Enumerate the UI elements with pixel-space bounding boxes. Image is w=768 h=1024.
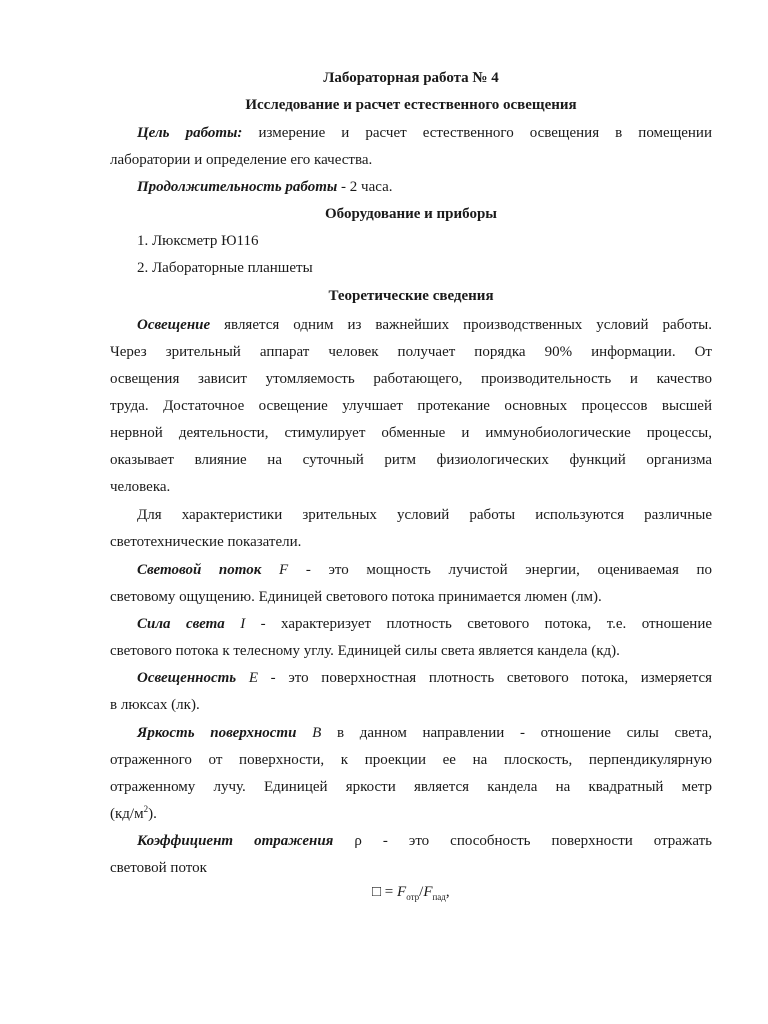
brightness-unit-tail: ).: [148, 806, 157, 822]
intensity-term: Сила света: [137, 616, 225, 632]
lighting-line-6: оказывает влияние на суточный ритм физиологических функций организма: [110, 452, 712, 468]
goal-text-1: измерение и расчет естественного освещения в помещении: [258, 125, 712, 141]
lighting-line-5: нервной деятельности, стимулирует обменные и иммунобиологические процессы,: [110, 425, 712, 441]
reflection-formula: [372, 884, 450, 901]
illuminance-text-1: - это поверхностная плотность светового потока, измеряется: [270, 670, 712, 686]
formula-lhs: □ =: [372, 884, 398, 900]
flux-symbol: F: [279, 562, 289, 578]
duration-line: [110, 174, 712, 201]
brightness-term: Яркость поверхности: [137, 725, 297, 741]
intensity-symbol: I: [240, 616, 246, 632]
lighting-line-4: труда. Достаточное освещение улучшает протекание основных процессов высшей: [110, 398, 712, 414]
brightness-text-1: в данном направлении - отношение силы света,: [337, 725, 713, 741]
duration-label: Продолжительность работы: [137, 179, 338, 195]
formula-denominator: F: [423, 884, 433, 900]
reflection-symbol: ρ: [354, 833, 362, 849]
indicators-line-2: светотехнические показатели.: [110, 534, 302, 550]
intensity-line-1: [110, 611, 712, 638]
lighting-text-1: является одним из важнейших производственных условий работы.: [224, 317, 713, 333]
formula-denominator-subscript: пад: [432, 892, 446, 902]
goal-line-1: [110, 120, 712, 147]
illuminance-line-1: [110, 665, 712, 692]
theory-heading: Теоретические сведения: [328, 288, 494, 304]
lighting-line-3: освещения зависит утомляемость работающего, производительность и качество: [110, 371, 712, 387]
indicators-line-1: Для характеристики зрительных условий работы используются различные: [137, 507, 712, 523]
document-subtitle: Исследование и расчет естественного освещения: [245, 97, 577, 113]
illuminance-symbol: E: [248, 670, 258, 686]
reflection-line-2: световой поток: [110, 860, 207, 876]
duration-text: - 2 часа.: [341, 179, 393, 195]
flux-term: Световой поток: [137, 562, 262, 578]
lighting-line-1: [110, 312, 712, 339]
lighting-line-2: Через зрительный аппарат человек получает порядка 90% информации. От: [110, 344, 712, 360]
reflection-text-1: - это способность поверхности отражать: [382, 833, 712, 849]
brightness-line-1: [110, 720, 712, 747]
formula-numerator: F: [397, 884, 407, 900]
brightness-symbol: B: [312, 725, 322, 741]
brightness-line-3: отраженному лучу. Единицей яркости является кандела на квадратный метр: [110, 779, 712, 795]
illuminance-term: Освещенность: [137, 670, 237, 686]
equipment-item-1: 1. Люксметр Ю116: [137, 233, 259, 249]
brightness-unit-exponent: 2: [143, 804, 149, 814]
equipment-heading: Оборудование и приборы: [324, 206, 498, 222]
reflection-line-1: [110, 828, 712, 855]
goal-line-2: лаборатории и определение его качества.: [110, 152, 373, 168]
lighting-term: Освещение: [137, 317, 211, 333]
formula-numerator-subscript: отр: [406, 892, 420, 902]
intensity-text-1: - характеризует плотность светового потока, т.е. отношение: [260, 616, 713, 632]
lighting-line-7: человека.: [110, 479, 171, 495]
intensity-line-2: светового потока к телесному углу. Единицей силы света является кандела (кд).: [110, 643, 620, 659]
brightness-unit: (кд/м: [110, 806, 144, 822]
flux-line-2: световому ощущению. Единицей светового потока принимается люмен (лм).: [110, 589, 602, 605]
formula-slash: /: [419, 884, 424, 900]
flux-text-1: - это мощность лучистой энергии, оцениваемая по: [305, 562, 713, 578]
formula-tail: ,: [445, 884, 450, 900]
goal-label: Цель работы:: [137, 125, 243, 141]
reflection-term: Коэффициент отражения: [137, 833, 334, 849]
brightness-line-4: [110, 801, 712, 828]
equipment-item-2: 2. Лабораторные планшеты: [137, 260, 313, 276]
document-title: Лабораторная работа № 4: [323, 70, 499, 86]
illuminance-line-2: в люксах (лк).: [110, 697, 200, 713]
flux-line-1: [110, 557, 712, 584]
brightness-line-2: отраженного от поверхности, к проекции ее на плоскость, перпендикулярную: [110, 752, 712, 768]
